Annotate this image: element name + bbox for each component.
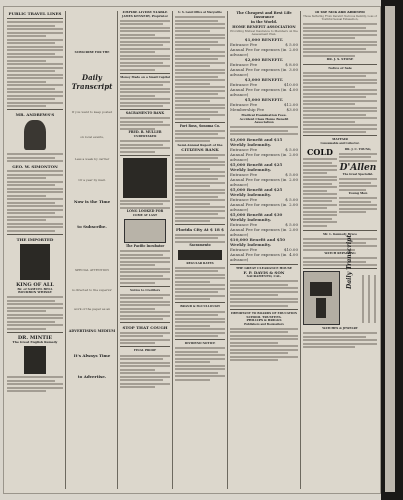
accident-class: Accident Class Home Benefit Association xyxy=(239,116,289,125)
coffin-engraving xyxy=(123,158,167,198)
divider xyxy=(303,135,377,136)
column-rule xyxy=(65,11,66,489)
rate-fee: 2.00 xyxy=(289,201,298,207)
fort-ross: Fort Ross, Sonoma Co. xyxy=(179,123,221,128)
sewing-machine-engraving xyxy=(303,271,340,325)
subscribe-label: SUBSCRIBE FOR THE xyxy=(74,50,110,54)
consumable: Consumable and Collector. xyxy=(320,142,360,146)
rate-row xyxy=(230,107,298,112)
rate-fee: $ 8.00 xyxy=(285,62,298,67)
divider xyxy=(175,224,225,225)
long-looked-for: LONG LOOKED FOR xyxy=(126,209,164,214)
whisky-brand: KING OF ALL xyxy=(16,281,54,288)
promo-line-4: Or a year by mail. xyxy=(78,178,106,183)
directed-line: is directed to the superior xyxy=(72,287,112,292)
rate-label: Entrance Fee xyxy=(230,82,258,87)
binding-edge xyxy=(381,0,403,500)
rate-fee: $ 5.00 xyxy=(285,221,298,227)
rate-fee: 4.00 xyxy=(289,251,298,257)
column-rule xyxy=(117,11,118,489)
rate-label: Entrance Fee xyxy=(230,221,258,227)
boards-heading: IMPORTANT TO BOARDS OF EDUCATION xyxy=(230,310,298,315)
divider xyxy=(230,264,298,265)
rate-row xyxy=(230,152,298,162)
rate-fee: $ 5.00 xyxy=(285,196,298,202)
divider xyxy=(7,234,63,235)
clearance-house: THE GREAT CLEARANCE HOUSE xyxy=(235,265,293,270)
rate-label: $3,000 Benefit and $15 Weekly Indemnity. xyxy=(230,136,283,147)
final-proof: FINAL PROOF xyxy=(133,348,157,353)
rate-row xyxy=(230,87,298,97)
ad-heading: MR. ANDREWS'S xyxy=(15,112,55,117)
doctor-name: DR. J. S. STONE xyxy=(326,57,354,62)
rate-label: $10,000 Benefit and $50 Weekly Indemnity. xyxy=(230,236,286,247)
rate-label: Annual Fee for expenses (in advance) xyxy=(230,47,287,57)
divider xyxy=(303,230,377,231)
rate-fee: $3.00 xyxy=(286,107,298,112)
rate-fee: 4.00 xyxy=(289,87,298,92)
promo-line-1: If you want to keep posted xyxy=(71,109,113,114)
davis-son: F. P. DAVIS & SON xyxy=(243,270,285,276)
whisky-desc: BOURBON WHISKY xyxy=(18,290,52,295)
column-5 xyxy=(230,11,298,489)
column-rule xyxy=(227,11,228,489)
column-1 xyxy=(7,11,63,489)
notice-heading: Notice to Creditors xyxy=(129,287,161,292)
land-office-heading: U. S. Land Office at Marysville xyxy=(178,11,222,14)
rate-label: Entrance Fee xyxy=(230,246,258,252)
rate-label: Annual Fee for expenses (in advance) xyxy=(230,67,287,77)
column-3 xyxy=(120,11,170,489)
watch-repairing: WATCH REPAIRING xyxy=(324,251,356,256)
rate-label: $1,000 BENEFIT. xyxy=(244,37,284,42)
divider xyxy=(303,268,377,269)
divider xyxy=(120,286,170,287)
divider xyxy=(175,122,225,123)
rate-table-accident xyxy=(230,137,298,262)
rate-label: $5,000 Benefit and $25 Weekly Indemnity. xyxy=(230,161,283,172)
sick-afflicted: To the Sick and Afflicted! xyxy=(314,11,366,14)
rate-table-life xyxy=(230,37,298,112)
column-rule xyxy=(172,11,173,489)
regular-rates: REGULAR RATES xyxy=(186,260,214,265)
rate-label: Annual Fee for expenses (in advance) xyxy=(230,226,287,237)
young-men: Young Men xyxy=(348,191,368,196)
work-line: work of the paper as an xyxy=(73,307,111,312)
doctor-heading: DR. MINTIE xyxy=(17,334,53,341)
rate-label: $2,000 BENEFIT. xyxy=(244,57,284,62)
association-description: Providing Mutual Insurance to Members on the Assessment Plan. xyxy=(230,28,298,37)
now-is-the-time: Now is the Time xyxy=(73,198,111,204)
rate-label: Annual Fee for expenses (in advance) xyxy=(230,176,287,187)
divider xyxy=(303,64,377,65)
kennedy-bruce: Mr. L. Kennedy Bruce xyxy=(322,232,358,237)
notice-of-sale: Notice of Sale xyxy=(328,65,352,70)
citizens-bank: CITIZENS BANK xyxy=(181,147,219,153)
whisky-heading: THE IMPORTED xyxy=(16,236,54,242)
divider xyxy=(120,73,170,74)
rate-fee: 2.00 xyxy=(289,176,298,182)
advertising-medium: ADVERTISING MEDIUM xyxy=(68,328,116,333)
railway-engraving xyxy=(178,250,222,260)
rate-row xyxy=(230,177,298,187)
body-text-block xyxy=(7,21,63,107)
rate-row xyxy=(230,47,298,57)
ad-heading-2: GEO. W. SIMONTON xyxy=(12,163,58,169)
money-heading: Money Made on a Small Capital xyxy=(120,74,170,79)
rate-row xyxy=(230,212,298,222)
davis-city: SACRAMENTO, CAL. xyxy=(246,274,282,279)
insurance-subtitle: in the World. xyxy=(250,19,278,24)
newspaper-page xyxy=(3,6,381,494)
watches-jewelry: WATCHES & JEWELRY xyxy=(322,326,358,331)
rate-fee: $ 5.00 xyxy=(285,146,298,152)
always-time: It's Always Time xyxy=(73,353,111,359)
pacific-incubator: The Pacific Incubator xyxy=(125,244,165,249)
special-attention: SPECIAL ATTENTION xyxy=(74,267,109,272)
phillips-briggs: PHILLIPS & BRIGGS xyxy=(246,318,282,323)
great-specialist: The Great Specialist. xyxy=(342,173,374,177)
rate-fee: $ 5.00 xyxy=(285,171,298,177)
promo-line-3: Less a week by carrier xyxy=(74,156,110,161)
rate-row xyxy=(230,162,298,172)
rate-label: Entrance Fee xyxy=(230,62,258,67)
sacramento-heading: Sacramento xyxy=(189,243,211,248)
divider xyxy=(120,322,170,323)
rate-label: $5,000 Benefit and $30 Weekly Indemnity. xyxy=(230,211,283,222)
undertaker-name: FRED. B. MULLER xyxy=(128,130,162,135)
undertaker-label: UNDERTAKER xyxy=(133,133,157,138)
incubator-engraving xyxy=(124,219,166,243)
livery-heading: EMPIRE LIVERY STABLE xyxy=(122,11,168,14)
publishers: Publishers and Booksellers xyxy=(244,322,284,326)
divider xyxy=(175,302,225,303)
divider xyxy=(7,332,63,333)
rate-fee: $10.00 xyxy=(284,246,298,252)
rate-label: Entrance Fee xyxy=(230,171,258,177)
sick-subtitle: Those Suffering From Derelict Nervous Debility, Loss of Youthful Sexual Exhaustion, xyxy=(303,14,377,22)
divider xyxy=(120,346,170,347)
rate-row xyxy=(230,187,298,197)
dividend-notice: DIVIDEND NOTICE xyxy=(184,341,216,346)
rate-label: Entrance Fee xyxy=(230,146,258,152)
adjacent-page-edge xyxy=(385,6,395,492)
mayfair: MAYFAIR xyxy=(332,137,348,142)
portrait-engraving xyxy=(24,120,46,150)
rate-label: $3,000 BENEFIT. xyxy=(244,77,284,82)
brand-heading: BRAND & McCULLOUGH xyxy=(180,304,220,309)
rate-row xyxy=(230,137,298,147)
whisky-sub: Br. of SAMUEL BELL xyxy=(17,286,53,291)
rate-fee: $ 5.00 xyxy=(285,42,298,47)
rate-label: Annual Fee for expenses (in advance) xyxy=(230,151,287,162)
rate-row xyxy=(230,227,298,237)
medical-fees: Medical Examination Fees. xyxy=(241,113,287,117)
rate-fee: 2.00 xyxy=(289,226,298,232)
stop-cough: STOP THAT COUGH xyxy=(122,325,168,331)
rate-fee: $12.00 xyxy=(284,102,298,107)
promo-line-2: on local events, xyxy=(80,135,104,140)
rate-label: Membership Fee xyxy=(230,107,265,112)
rate-label: Annual Fee for expenses (in advance) xyxy=(230,201,287,212)
column-6 xyxy=(303,11,377,489)
insurance-title: The Cheapest and Best Life Insurance xyxy=(236,11,292,20)
rate-fee: 2.00 xyxy=(289,151,298,157)
rate-row xyxy=(230,202,298,212)
divider xyxy=(7,18,63,19)
daily-transcript-vertical: Daily Transcript xyxy=(346,235,353,290)
rate-label: Entrance Fee xyxy=(230,102,258,107)
divider xyxy=(120,109,170,110)
rate-label: Entrance Fee xyxy=(230,196,258,202)
rate-label: Annual Fee for expenses (in advance) xyxy=(230,251,287,262)
rate-row xyxy=(230,237,298,247)
column-4 xyxy=(175,11,225,489)
rate-fee: 2.00 xyxy=(289,47,298,52)
dallen-heading: D'Allen xyxy=(339,163,377,174)
doctor-sub: The Great English Remedy xyxy=(12,339,58,344)
come-at-last: COME AT LAST xyxy=(132,212,158,217)
to-subscribe: to Subscribe. xyxy=(77,223,107,229)
livery-sub: JAMES KENNEDY, Proprietor xyxy=(122,13,168,18)
florida-ad: Florida City At $ 18 $ xyxy=(176,227,224,233)
rate-label: Annual Fee for expenses (in advance) xyxy=(230,87,287,97)
cold-heading: COLD xyxy=(307,146,333,157)
rate-row xyxy=(230,252,298,262)
column-1-heading: PUBLIC TRAVEL LINES xyxy=(8,11,62,16)
bank-heading: SACRAMENTO BANK xyxy=(125,111,165,116)
to-advertise: to Advertise. xyxy=(77,374,107,380)
divider xyxy=(120,155,170,156)
rate-fee: $10.00 xyxy=(284,82,298,87)
divider xyxy=(175,339,225,340)
rate-fee: 3.00 xyxy=(289,67,298,72)
divider xyxy=(230,309,298,310)
bottle-engraving xyxy=(20,244,50,280)
doctor-engraving xyxy=(24,346,46,374)
trustees: SCHOOL TRUSTEES. xyxy=(246,314,282,319)
rate-label: $5,000 Benefit and $25 Weekly Indemnity. xyxy=(230,186,283,197)
column-rule xyxy=(300,11,301,489)
rate-label: Entrance Fee xyxy=(230,42,258,47)
association-name: HOME BENEFIT ASSOCIATION xyxy=(232,25,296,30)
divider xyxy=(7,109,63,110)
semi-annual: Semi-Annual Report of the xyxy=(177,142,223,147)
rate-row xyxy=(230,67,298,77)
daily-transcript-title: Daily Transcript xyxy=(71,72,113,91)
column-2 xyxy=(68,11,116,489)
rate-label: $5,000 BENEFIT. xyxy=(244,97,284,102)
dr-young: DR. J. C. YOUNG, xyxy=(344,146,372,151)
